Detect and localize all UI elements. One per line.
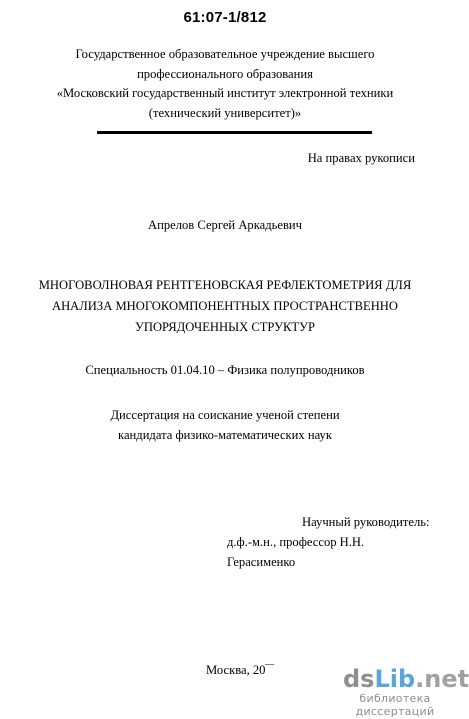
watermark-subtitle: библиотека диссертаций	[355, 692, 435, 718]
dissertation-title	[0, 275, 450, 338]
institution-line: (технический университет)»	[148, 105, 302, 120]
institution-line: Государственное образовательное учреждение высшего	[75, 47, 375, 61]
header-divider	[97, 131, 372, 134]
watermark-logo[interactable]	[343, 664, 469, 718]
title-line: УПОРЯДОЧЕННЫХ СТРУКТУР	[134, 320, 316, 334]
title-line: АНАЛИЗА МНОГОКОМПОНЕНТНЫХ ПРОСТРАНСТВЕННО	[51, 299, 399, 313]
supervisor-block	[227, 512, 450, 572]
logo-part: ds	[343, 665, 375, 693]
institution-block	[0, 45, 450, 123]
logo-part: Lib	[374, 665, 416, 693]
institution-line: «Московский государственный институт электронной техники	[56, 86, 394, 100]
author-name: Апрелов Сергей Аркадьевич	[148, 218, 302, 232]
specialty: Специальность 01.04.10 – Физика полупроводников	[85, 363, 365, 377]
supervisor-label: Научный руководитель:	[302, 515, 430, 529]
institution-line: профессионального образования	[137, 66, 313, 81]
degree-statement	[0, 405, 450, 445]
document-code: 61:07-1/812	[183, 9, 267, 26]
degree-line: Диссертация на соискание ученой степени	[110, 408, 340, 422]
place-year: Москва, 20‾‾	[206, 663, 274, 677]
supervisor-name: д.ф.-м.н., профессор Н.Н. Герасименко	[227, 535, 365, 569]
watermark-logo-text	[343, 664, 469, 694]
manuscript-rights: На правах рукописи	[307, 151, 415, 165]
logo-part: .net	[415, 665, 469, 693]
title-line: МНОГОВОЛНОВАЯ РЕНТГЕНОВСКАЯ РЕФЛЕКТОМЕТРИЯ ДЛЯ	[38, 278, 412, 292]
degree-line: кандидата физико-математических наук	[118, 428, 332, 442]
